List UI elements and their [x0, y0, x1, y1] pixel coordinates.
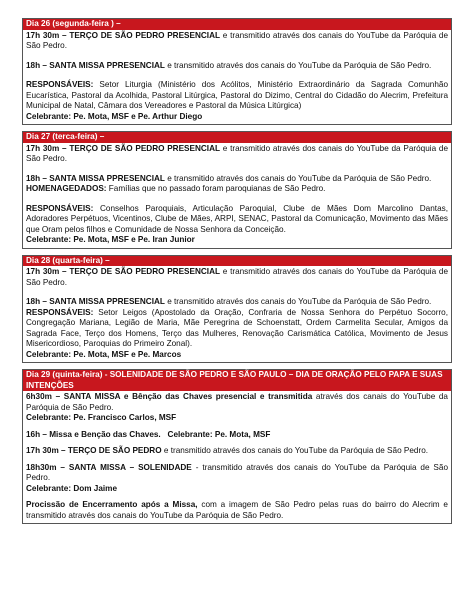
- day-29-terco-line: 17h 30m – TERÇO DE SÃO PEDRO e transmitido através dos canais do YouTube da Paróquia de São Pedro.: [26, 446, 429, 455]
- day-28-responsaveis: RESPONSÁVEIS: Setor Leigos (Apostolado da Oração, Confraria de Nossa Senhora do Perpétuo Socorro, Congregação Mariana, Legião de Maria, Mãe Peregrina de Schoenstatt, Ordem Carmelita Secular, Amigos da Sagrada Face, Terço dos Homens, Terço das Mulheres, Renovação Carismática Católica, Movimento de Jesus Misericordioso, Paroquias do Primeiro Zonal).: [26, 307, 448, 348]
- day-27-section: [22, 131, 452, 249]
- day-27-responsaveis: RESPONSÁVEIS: Conselhos Paroquiais, Articulação Paroquial, Clube de Mães Dom Marcolino Dantas, Adoradores Perpétuos, Vicentinos, Clube de Mães, ARPI, SENAC, Pastoral da Comunicação, Movimento das Mães que Oram pelos filhos e Comunidade de Nossa Senhora da Conceição.: [26, 203, 448, 234]
- day-26-header: Dia 26 (segunda-feira ) –: [23, 19, 451, 30]
- day-27-missa-line: 18h – SANTA MISSA PPRESENCIAL e transmitido através dos canais do YouTube da Paróquia de São Pedro.: [26, 173, 432, 183]
- day-28-body: [23, 266, 451, 362]
- day-29-section: [22, 369, 452, 524]
- day-26-section: [22, 18, 452, 125]
- day-27-body: [23, 143, 451, 248]
- day-29-celebrante-4: Celebrante: Dom Jaime: [26, 483, 118, 493]
- day-29-body: [23, 391, 451, 523]
- schedule-document: [22, 18, 452, 530]
- day-26-celebrante: Celebrante: Pe. Mota, MSF e Pe. Arthur Diego: [26, 111, 203, 121]
- day-26-terco-line: 17h 30m – TERÇO DE SÃO PEDRO PRESENCIAL e transmitido através dos canais do YouTube da Paróquia de São Pedro.: [26, 30, 448, 50]
- day-27-homenageados: HOMENAGEDADOS: Famílias que no passado foram paroquianas de São Pedro.: [26, 184, 326, 193]
- day-29-procissao: Procissão de Encerramento após a Missa, com a imagem de São Pedro pelas ruas do bairro do Alecrim e transmitido através dos canais do YouTube da Paróquia de São Pedro.: [26, 500, 448, 520]
- day-28-section: [22, 255, 452, 364]
- day-29-missa-16h-line: 16h – Missa e Benção das Chaves. Celebrante: Pe. Mota, MSF: [26, 429, 271, 439]
- day-29-celebrante-1: Celebrante: Pe. Francisco Carlos, MSF: [26, 413, 177, 422]
- day-28-missa-line: 18h – SANTA MISSA PPRESENCIAL e transmitido através dos canais do YouTube da Paróquia de São Pedro.: [26, 297, 432, 306]
- day-26-responsaveis: RESPONSÁVEIS: Setor Liturgia (Ministério dos Acólitos, Ministério Extraordinário da Sagrada Comunhão Eucarística, Pastoral da Acolhida, Pastoral Litúrgica, Pastoral do Dizimo, Central do Cidadão do Alecrim, Prefeitura Municipal de Natal, Câmara dos Vereadores e Pastoral da Música Litúrgica): [26, 80, 448, 110]
- day-28-celebrante: Celebrante: Pe. Mota, MSF e Pe. Marcos: [26, 349, 182, 359]
- day-27-terco-line: 17h 30m – TERÇO DE SÃO PEDRO PRESENCIAL e transmitido através dos canais do YouTube da Paróquia de São Pedro.: [26, 143, 448, 163]
- day-27-celebrante: Celebrante: Pe. Mota, MSF e Pe. Iran Junior: [26, 235, 195, 244]
- day-26-missa-line: 18h – SANTA MISSA PPRESENCIAL e transmitido através dos canais do YouTube da Paróquia de São Pedro.: [26, 60, 432, 70]
- day-29-missa-chaves-line: 6h30m – SANTA MISSA e Bênção das Chaves presencial e transmitida através dos canais do YouTube da Paróquia de São Pedro.: [26, 392, 448, 412]
- day-28-header: Dia 28 (quarta-feira) –: [23, 256, 451, 267]
- day-29-header: Dia 29 (quinta-feira) - SOLENIDADE DE SÃO PEDRO E SÃO PAULO – DIA DE ORAÇÃO PELO PAPA E SUAS INTENÇÕES: [23, 370, 451, 391]
- day-29-solenidade-line: 18h30m – SANTA MISSA – SOLENIDADE - transmitido através dos canais do YouTube da Paróquia de São Pedro.: [26, 462, 448, 482]
- day-28-terco-line: 17h 30m – TERÇO DE SÃO PEDRO PRESENCIAL e transmitido através dos canais do YouTube da Paróquia de São Pedro.: [26, 267, 448, 287]
- day-27-header: Dia 27 (terca-feira) –: [23, 132, 451, 143]
- day-26-body: [23, 30, 451, 125]
